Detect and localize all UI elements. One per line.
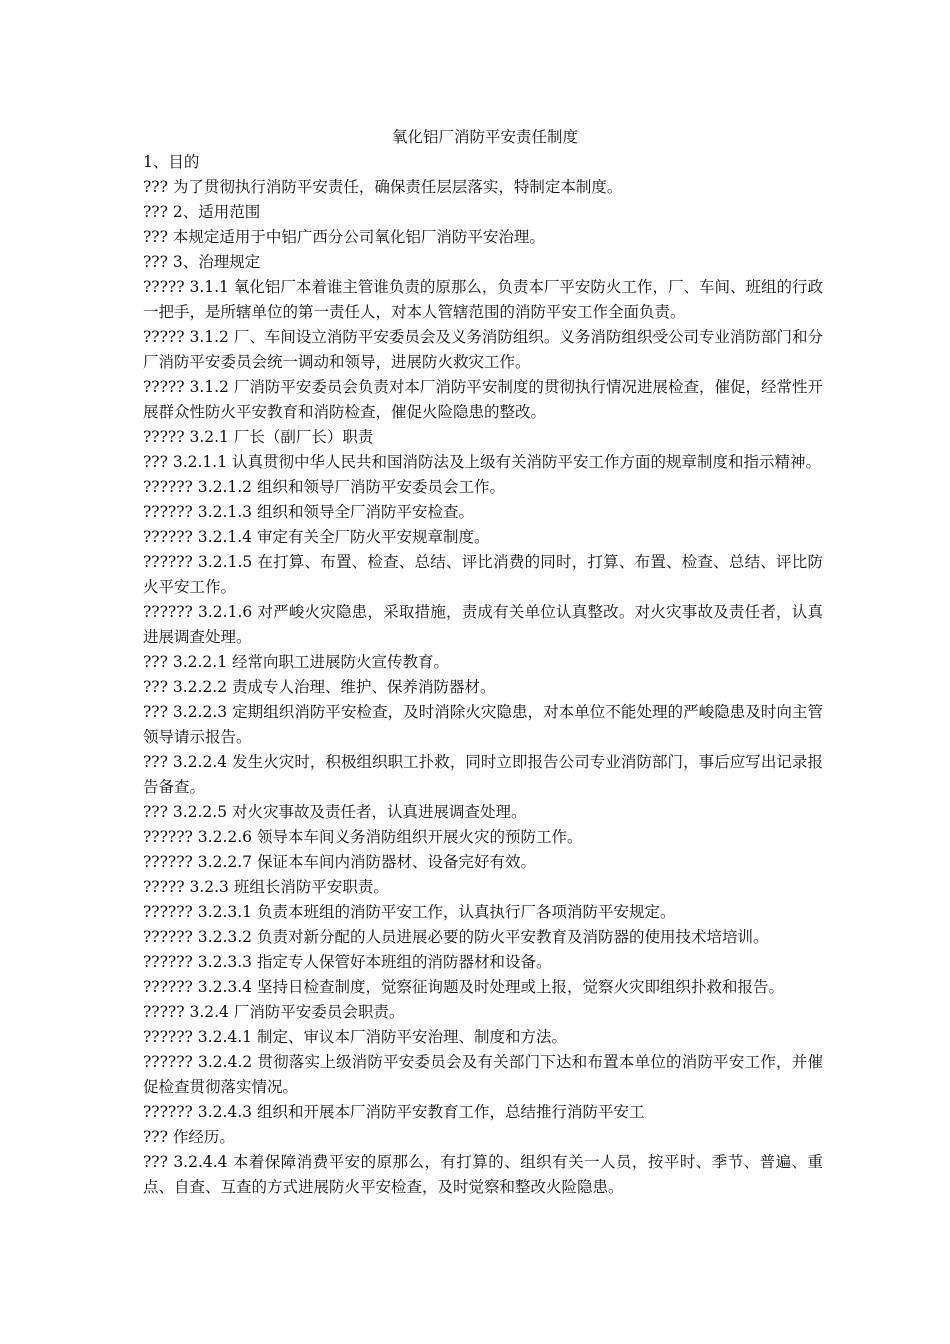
body-paragraph: ?????? 3.2.1.6 对严峻火灾隐患，采取措施，责成有关单位认真整改。对火灾事故及责任者，认真进展调查处理。 xyxy=(143,603,823,646)
body-paragraph: ?????? 3.2.3.1 负责本班组的消防平安工作，认真执行厂各项消防平安规定。 xyxy=(143,903,676,921)
body-paragraph: ??? 本规定适用于中铝广西分公司氧化铝厂消防平安治理。 xyxy=(143,228,545,246)
body-paragraph: ????? 3.2.3 班组长消防平安职责。 xyxy=(143,878,389,896)
body-paragraph: ??? 3.2.1.1 认真贯彻中华人民共和国消防法及上级有关消防平安工作方面的规章制度和指示精神。 xyxy=(143,453,822,471)
body-paragraph: ?????? 3.2.4.3 组织和开展本厂消防平安教育工作，总结推行消防平安工 xyxy=(143,1103,645,1121)
paragraph-list xyxy=(143,150,823,1200)
body-paragraph: ?????? 3.2.4.2 贯彻落实上级消防平安委员会及有关部门下达和布置本单位的消防平安工作，并催促检查贯彻落实情况。 xyxy=(143,1053,823,1096)
body-paragraph: ?????? 3.2.2.6 领导本车间义务消防组织开展火灾的预防工作。 xyxy=(143,828,583,846)
body-paragraph: ??? 3.2.2.1 经常向职工进展防火宣传教育。 xyxy=(143,653,450,671)
body-paragraph: ?????? 3.2.3.3 指定专人保管好本班组的消防器材和设备。 xyxy=(143,953,552,971)
body-paragraph: ??? 作经历。 xyxy=(143,1128,235,1146)
body-paragraph: ?????? 3.2.1.4 审定有关全厂防火平安规章制度。 xyxy=(143,528,490,546)
body-paragraph: ??? 3、治理规定 xyxy=(143,253,261,271)
body-paragraph: ??? 为了贯彻执行消防平安责任，确保责任层层落实，特制定本制度。 xyxy=(143,178,623,196)
body-paragraph: ??? 3.2.2.2 责成专人治理、维护、保养消防器材。 xyxy=(143,678,496,696)
document-body xyxy=(143,125,823,1200)
body-paragraph: ????? 3.1.2 厂消防平安委员会负责对本厂消防平安制度的贯彻执行情况进展检查，催促，经常性开展群众性防火平安教育和消防检查，催促火险隐患的整改。 xyxy=(143,378,823,421)
body-paragraph: ????? 3.2.4 厂消防平安委员会职责。 xyxy=(143,1003,405,1021)
body-paragraph: ?????? 3.2.1.3 组织和领导全厂消防平安检查。 xyxy=(143,503,474,521)
body-paragraph: ??? 3.2.4.4 本着保障消费平安的原那么，有打算的、组织有关一人员，按平时、季节、普遍、重点、自查、互查的方式进展防火平安检查，及时觉察和整改火险隐患。 xyxy=(143,1153,823,1196)
body-paragraph: 1、目的 xyxy=(143,153,200,171)
body-paragraph: ??? 3.2.2.4 发生火灾时，积极组织职工扑救，同时立即报告公司专业消防部门，事后应写出记录报告备查。 xyxy=(143,753,823,796)
body-paragraph: ?????? 3.2.1.2 组织和领导厂消防平安委员会工作。 xyxy=(143,478,505,496)
body-paragraph: ?????? 3.2.4.1 制定、审议本厂消防平安治理、制度和方法。 xyxy=(143,1028,567,1046)
body-paragraph: ????? 3.1.2 厂、车间设立消防平安委员会及义务消防组织。义务消防组织受公司专业消防部门和分厂消防平安委员会统一调动和领导，进展防火救灾工作。 xyxy=(143,328,823,371)
body-paragraph: ?????? 3.2.1.5 在打算、布置、检查、总结、评比消费的同时，打算、布置、检查、总结、评比防火平安工作。 xyxy=(143,553,823,596)
body-paragraph: ????? 3.2.1 厂长（副厂长）职责 xyxy=(143,428,374,446)
body-paragraph: ??? 3.2.2.3 定期组织消防平安检查，及时消除火灾隐患，对本单位不能处理的严峻隐患及时向主管领导请示报告。 xyxy=(143,703,823,746)
body-paragraph: ??? 2、适用范围 xyxy=(143,203,261,221)
body-paragraph: ?????? 3.2.2.7 保证本车间内消防器材、设备完好有效。 xyxy=(143,853,536,871)
body-paragraph: ????? 3.1.1 氧化铝厂本着谁主管谁负责的原那么，负责本厂平安防火工作，厂、车间、班组的行政一把手，是所辖单位的第一责任人，对本人管辖范围的消防平安工作全面负责。 xyxy=(143,278,823,321)
body-paragraph: ?????? 3.2.3.2 负责对新分配的人员进展必要的防火平安教育及消防器的使用技术培培训。 xyxy=(143,928,769,946)
body-paragraph: ?????? 3.2.3.4 坚持日检查制度，觉察征询题及时处理或上报，觉察火灾即组织扑救和报告。 xyxy=(143,978,784,996)
document-title: 氧化铝厂消防平安责任制度 xyxy=(391,128,578,146)
body-paragraph: ??? 3.2.2.5 对火灾事故及责任者，认真进展调查处理。 xyxy=(143,803,527,821)
